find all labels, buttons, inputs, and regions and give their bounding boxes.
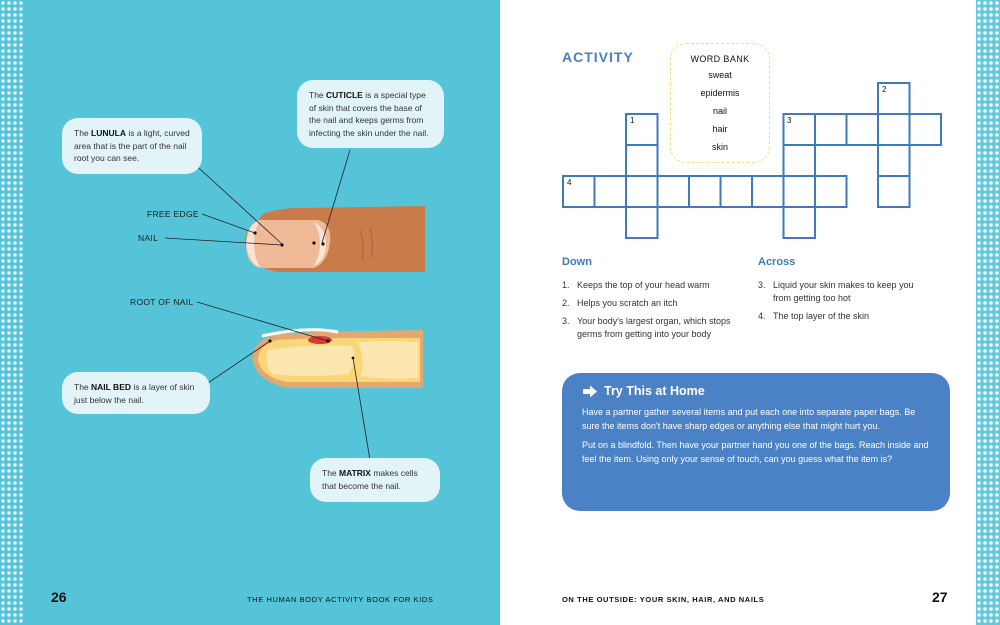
clue-text: Keeps the top of your head warm: [577, 280, 710, 290]
callout-text: The: [74, 128, 92, 138]
clue-text: Helps you scratch an itch: [577, 298, 678, 308]
callout-text: is a light, curved area that is the part of the nail root you can see.: [74, 128, 190, 163]
clue-item: [562, 297, 752, 310]
clue-number: 2.: [562, 298, 570, 308]
down-clues: [562, 279, 752, 346]
clue-item: [758, 279, 933, 305]
clue-text: Your body's largest organ, which stops germs from getting into your body: [577, 316, 731, 339]
footer-right: ON THE OUTSIDE: YOUR SKIN, HAIR, AND NAILS: [562, 595, 765, 604]
clue-item: [562, 315, 752, 341]
cuticle-term: CUTICLE: [326, 90, 363, 100]
matrix-callout: [310, 458, 440, 502]
clue-number: 3.: [562, 316, 570, 326]
word-bank-word: sweat: [708, 70, 732, 80]
across-clues: [758, 279, 933, 328]
matrix-term: MATRIX: [339, 468, 371, 478]
callout-text: is a special type of skin that covers the base of the nail and keeps germs from infecting the skin under the nail.: [309, 90, 429, 138]
clue-item: [758, 310, 933, 323]
clue-number: 4.: [758, 311, 766, 321]
callout-text: The: [309, 90, 327, 100]
dot-pattern-border: [976, 0, 1000, 625]
nail-bed-term: NAIL BED: [91, 382, 132, 392]
word-bank-word: nail: [712, 106, 727, 116]
nail-label: NAIL: [138, 233, 159, 243]
callout-text: The: [74, 382, 92, 392]
try-this-paragraph-2: Put on a blindfold. Then have your partner hand you one of the bags. Reach inside and feel the item. Using only your sense of touch, can you guess what the item is?: [582, 440, 929, 464]
word-bank: [670, 43, 770, 163]
right-page: [500, 0, 1000, 625]
word-bank-title: WORD BANK: [690, 54, 750, 64]
crossword-number-3: 3: [787, 116, 792, 125]
cuticle-callout: [297, 80, 444, 148]
clue-number: 1.: [562, 280, 570, 290]
word-bank-word: hair: [712, 124, 728, 134]
root-of-nail-label: ROOT OF NAIL: [130, 297, 194, 307]
try-this-at-home-box: [562, 373, 950, 511]
lunula-callout: [62, 118, 202, 174]
free-edge-label: FREE EDGE: [147, 209, 199, 219]
word-bank-word: skin: [711, 142, 728, 152]
lunula-term: LUNULA: [91, 128, 126, 138]
across-heading: Across: [758, 256, 796, 268]
callout-text: makes cells that become the nail.: [322, 468, 418, 491]
page-number-left: 26: [51, 589, 67, 605]
crossword-number-1: 1: [630, 116, 635, 125]
arrow-right-icon: [582, 385, 598, 398]
activity-heading: ACTIVITY: [562, 49, 634, 65]
footer-left: THE HUMAN BODY ACTIVITY BOOK FOR KIDS: [247, 595, 434, 604]
crossword-number-2: 2: [882, 85, 887, 94]
word-bank-word: epidermis: [700, 88, 740, 98]
clue-text: Liquid your skin makes to keep you from getting too hot: [773, 280, 914, 303]
try-this-paragraph-1: Have a partner gather several items and put each one into separate paper bags. Be sure the items don't have sharp edges or anything else that might hurt you.: [582, 407, 916, 431]
try-this-title-text: Try This at Home: [604, 384, 705, 398]
page-number-right: 27: [932, 589, 948, 605]
down-heading: Down: [562, 256, 592, 268]
clue-item: [562, 279, 752, 292]
try-this-title: [582, 384, 930, 398]
crossword-number-4: 4: [567, 178, 572, 187]
callout-text: The: [322, 468, 340, 478]
clue-text: The top layer of the skin: [773, 311, 870, 321]
clue-number: 3.: [758, 280, 766, 290]
callout-text: is a layer of skin just below the nail.: [74, 382, 195, 405]
nail-bed-callout: [62, 372, 210, 414]
